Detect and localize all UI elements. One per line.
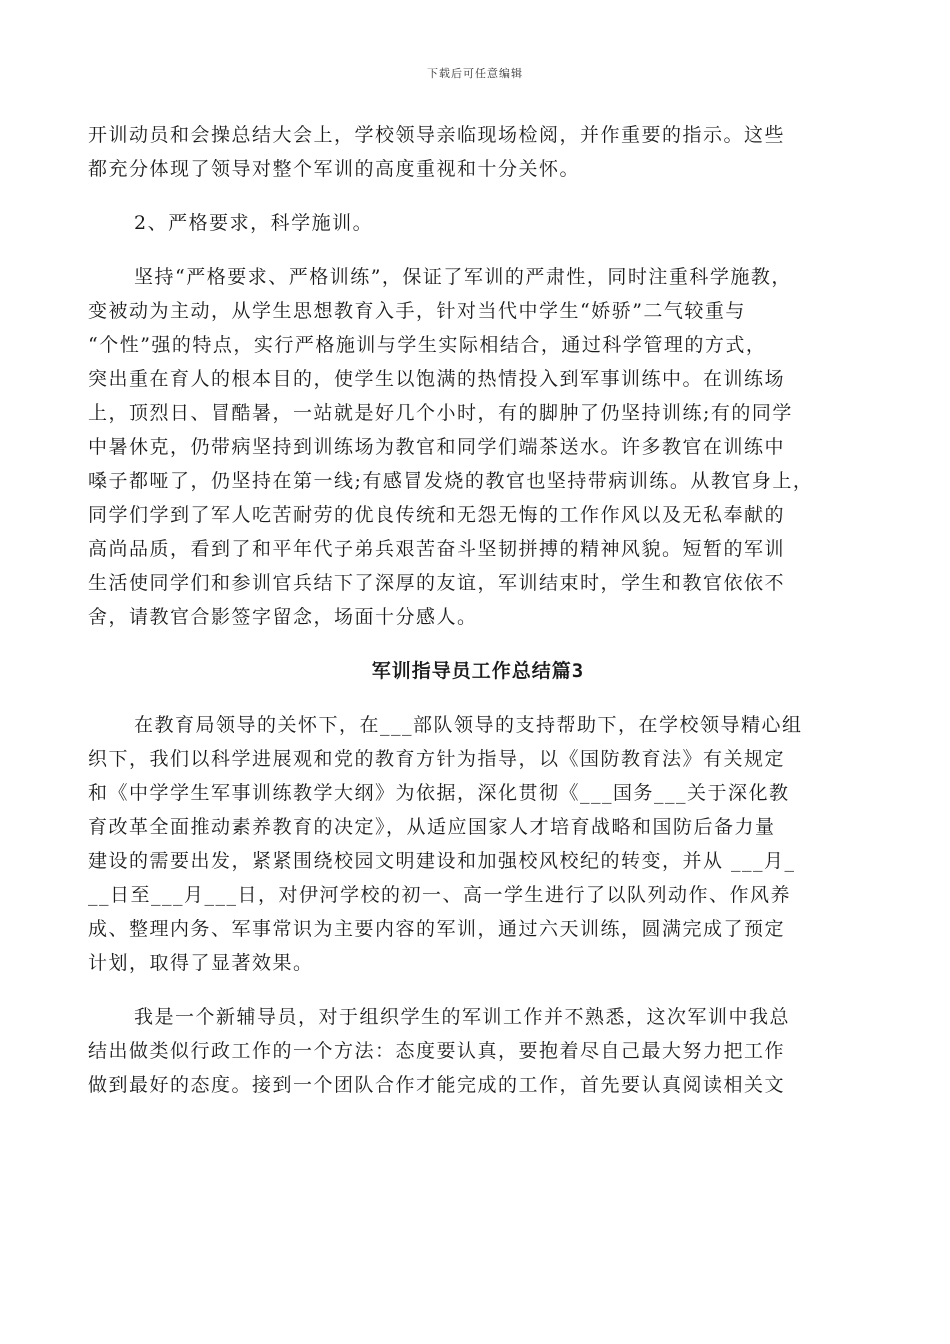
text-line: 嗓子都哑了，仍坚持在第一线;有感冒发烧的教官也坚持带病训练。从教官身上， xyxy=(88,470,814,492)
text-line: 变被动为主动，从学生思想教育入手，针对当代中学生“娇骄”二气较重与 xyxy=(88,300,746,322)
text-line: 织下，我们以科学进展观和党的教育方针为指导，以《国防教育法》有关规定 xyxy=(88,748,786,770)
text-line: 2、严格要求，科学施训。 xyxy=(134,212,374,234)
text-line: “个性”强的特点，实行严格施训与学生实际相结合，通过科学管理的方式， xyxy=(88,334,767,356)
text-line: 和《中学学生军事训练教学大纲》为依据，深化贯彻《___国务___关于深化教 xyxy=(88,782,790,804)
text-line: 高尚品质，看到了和平年代子弟兵艰苦奋斗坚韧拼搏的精神风貌。短暂的军训 xyxy=(88,538,786,560)
document-body xyxy=(88,118,868,1122)
text-line: 生活使同学们和参训官兵结下了深厚的友谊，军训结束时，学生和教官依依不 xyxy=(88,572,786,594)
text-line: 做到最好的态度。接到一个团队合作才能完成的工作，首先要认真阅读相关文 xyxy=(88,1074,786,1096)
text-line: 开训动员和会操总结大会上，学校领导亲临现场检阅，并作重要的指示。这些 xyxy=(88,124,786,146)
paragraph-1 xyxy=(88,118,868,186)
text-line: 在教育局领导的关怀下，在___部队领导的支持帮助下，在学校领导精心组 xyxy=(134,714,803,736)
text-line: 坚持“严格要求、严格训练”，保证了军训的严肃性，同时注重科学施教， xyxy=(134,266,792,288)
paragraph-5 xyxy=(88,1000,868,1102)
text-line: 建设的需要出发，紧紧围绕校园文明建设和加强校风校纪的转变，并从 ___月_ xyxy=(88,850,796,872)
paragraph-4 xyxy=(88,708,868,980)
text-line: 计划，取得了显著效果。 xyxy=(88,952,314,974)
text-line: 结出做类似行政工作的一个方法：态度要认真，要抱着尽自己最大努力把工作 xyxy=(88,1040,786,1062)
text-line: __日至___月___日，对伊河学校的初一、高一学生进行了以队列动作、作风养 xyxy=(88,884,792,906)
paragraph-3 xyxy=(88,260,868,634)
text-line: 上，顶烈日、冒酷暑，一站就是好几个小时，有的脚肿了仍坚持训练;有的同学 xyxy=(88,402,793,424)
paragraph-2 xyxy=(88,206,868,240)
text-line: 成、整理内务、军事常识为主要内容的军训，通过六天训练，圆满完成了预定 xyxy=(88,918,786,940)
text-line: 舍，请教官合影签字留念，场面十分感人。 xyxy=(88,606,478,628)
text-line: 育改革全面推动素养教育的决定》，从适应国家人才培育战略和国防后备力量 xyxy=(88,816,776,838)
section-heading: 军训指导员工作总结篇3 xyxy=(371,660,585,682)
header-note: 下载后可任意编辑 xyxy=(427,67,523,80)
text-line: 我是一个新辅导员，对于组织学生的军训工作并不熟悉，这次军训中我总 xyxy=(134,1006,791,1028)
text-line: 同学们学到了军人吃苦耐劳的优良传统和无怨无悔的工作作风以及无私奉献的 xyxy=(88,504,786,526)
text-line: 都充分体现了领导对整个军训的高度重视和十分关怀。 xyxy=(88,158,581,180)
text-line: 突出重在育人的根本目的，使学生以饱满的热情投入到军事训练中。在训练场 xyxy=(88,368,786,390)
text-line: 中暑休克，仍带病坚持到训练场为教官和同学们端茶送水。许多教官在训练中 xyxy=(88,436,786,458)
